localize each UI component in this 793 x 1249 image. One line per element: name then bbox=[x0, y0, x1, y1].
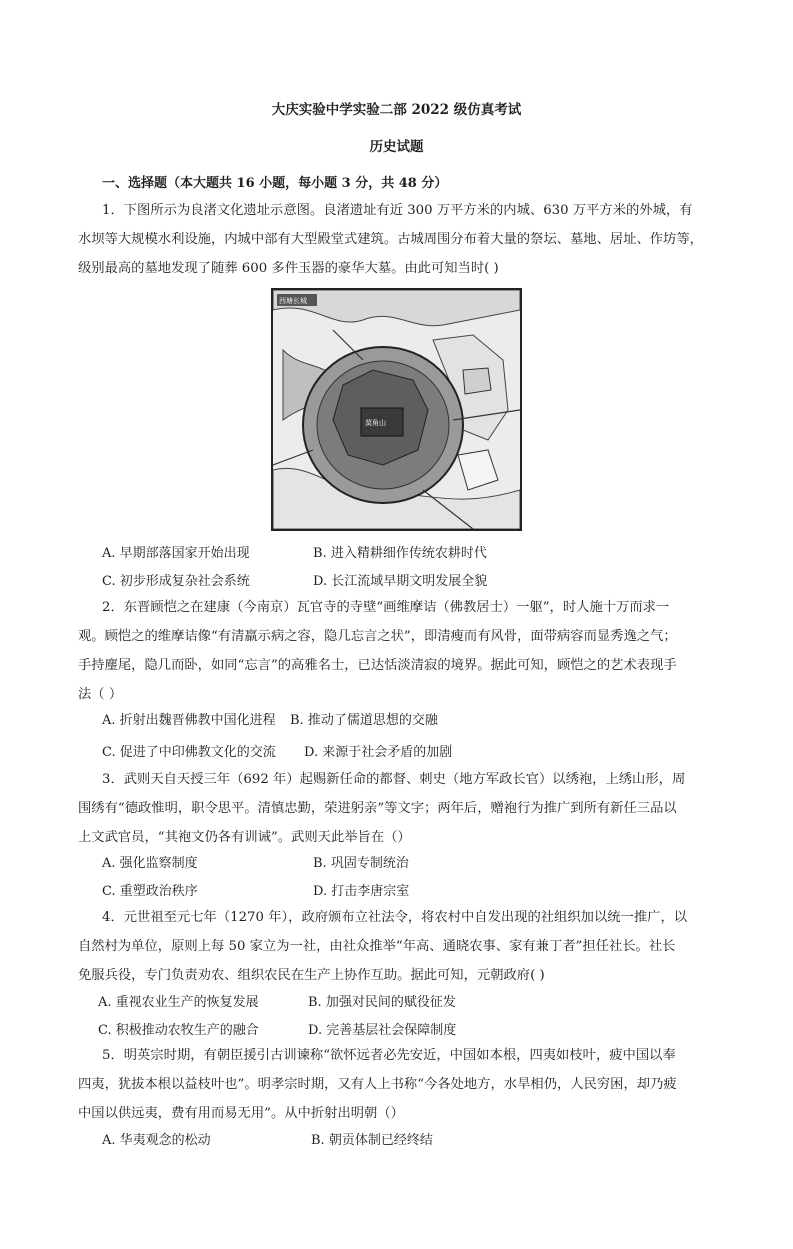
question-line: 上文武官员，“其袍文仍各有训诫”。武则天此举旨在（） bbox=[78, 830, 411, 845]
question-line: 1．下图所示为良渚文化遗址示意图。良渚遗址有近 300 万平方米的内城、630 万平方米的外城，有 bbox=[102, 203, 693, 218]
question-line: 5．明英宗时期，有朝臣援引古训谏称“欲怀远者必先安近，中国如本根，四夷如枝叶，疲中国以奉 bbox=[102, 1048, 676, 1063]
map-label-mojiao: 莫角山 bbox=[365, 419, 386, 427]
exam-title: 大庆实验中学实验二部 2022 级仿真考试 bbox=[271, 102, 522, 118]
q4-option-a[interactable]: A. 重视农业生产的恢复发展 bbox=[98, 995, 259, 1010]
question-line: 法（ ） bbox=[78, 687, 123, 702]
q2-option-d[interactable]: D. 来源于社会矛盾的加剧 bbox=[304, 745, 453, 760]
question-line: 观。顾恺之的维摩诘像“有清羸示病之容，隐几忘言之状”，即清瘦而有风骨，面带病容而显秀逸之气； bbox=[78, 629, 677, 644]
question-line: 3．武则天自天授三年（692 年）起赐新任命的都督、刺史（地方军政长官）以绣袍，上绣山形，周 bbox=[102, 772, 686, 787]
q3-option-c[interactable]: C. 重塑政治秩序 bbox=[102, 884, 198, 899]
q4-option-c[interactable]: C. 积极推动农牧生产的融合 bbox=[98, 1023, 259, 1038]
map-figure bbox=[273, 290, 520, 529]
q5-option-b[interactable]: B. 朝贡体制已经终结 bbox=[311, 1133, 433, 1148]
question-line: 免服兵役，专门负责劝农、组织农民在生产上协作互助。据此可知，元朝政府( ) bbox=[78, 968, 545, 983]
q3-option-a[interactable]: A. 强化监察制度 bbox=[102, 856, 198, 871]
question-line: 中国以供远夷，费有用而易无用”。从中折射出明朝（） bbox=[78, 1106, 404, 1121]
q3-option-d[interactable]: D. 打击李唐宗室 bbox=[313, 884, 410, 899]
q3-option-b[interactable]: B. 巩固专制统治 bbox=[313, 856, 409, 871]
question-line: 四夷，犹拔本根以益枝叶也”。明孝宗时期，又有人上书称“今各处地方，水旱相仍，人民穷困，却乃疲 bbox=[78, 1077, 677, 1092]
q5-option-a[interactable]: A. 华夷观念的松动 bbox=[102, 1133, 211, 1148]
question-line: 围绣有“德政惟明，职令思平。清慎忠勤，荣进躬亲”等文字；两年后，赠袍行为推广到所有新任三品以 bbox=[78, 801, 677, 816]
question-line: 2．东晋顾恺之在建康（今南京）瓦官寺的寺壁“画维摩诘（佛教居士）一躯”，时人施十万而求一 bbox=[102, 600, 670, 615]
question-line: 4．元世祖至元七年（1270 年），政府颁布立社法令，将农村中自发出现的社组织加以统一推广，以 bbox=[102, 910, 688, 925]
question-line: 水坝等大规模水利设施，内城中部有大型殿堂式建筑。古城周围分布着大量的祭坛、墓地、居址、作坊等， bbox=[78, 232, 703, 247]
q1-option-c[interactable]: C. 初步形成复杂社会系统 bbox=[102, 574, 250, 589]
subject-title: 历史试题 bbox=[369, 139, 424, 155]
q2-option-b[interactable]: B. 推动了儒道思想的交融 bbox=[290, 713, 438, 728]
q1-option-b[interactable]: B. 进入精耕细作传统农耕时代 bbox=[313, 546, 487, 561]
question-line: 手持麈尾，隐几而卧，如同“忘言”的高雅名士，已达恬淡清寂的境界。据此可知，顾恺之的艺术表现手 bbox=[78, 658, 677, 673]
question-5-stem bbox=[78, 1041, 718, 1128]
q2-option-c[interactable]: C. 促进了中印佛教文化的交流 bbox=[102, 745, 276, 760]
question-1-stem bbox=[78, 196, 718, 283]
question-2-stem bbox=[78, 593, 718, 709]
question-3-stem bbox=[78, 765, 718, 852]
question-4-stem bbox=[78, 903, 718, 990]
liangzhu-site-map bbox=[271, 288, 522, 531]
q4-option-b[interactable]: B. 加强对民间的赋役征发 bbox=[308, 995, 456, 1010]
q1-option-d[interactable]: D. 长江流域早期文明发展全貌 bbox=[313, 574, 488, 589]
question-line: 级别最高的墓地发现了随葬 600 多件玉器的豪华大墓。由此可知当时( ) bbox=[78, 261, 499, 276]
q1-option-a[interactable]: A. 早期部落国家开始出现 bbox=[102, 546, 250, 561]
section-heading: 一、选择题（本大题共 16 小题，每小题 3 分，共 48 分） bbox=[102, 176, 448, 191]
q2-option-a[interactable]: A. 折射出魏晋佛教中国化进程 bbox=[102, 713, 276, 728]
map-label-corner: 西塘长城 bbox=[279, 297, 307, 305]
q4-option-d[interactable]: D. 完善基层社会保障制度 bbox=[308, 1023, 457, 1038]
question-line: 自然村为单位，原则上每 50 家立为一社，由社众推举“年高、通晓农事、家有兼丁者”担任社长。社长 bbox=[78, 939, 676, 954]
